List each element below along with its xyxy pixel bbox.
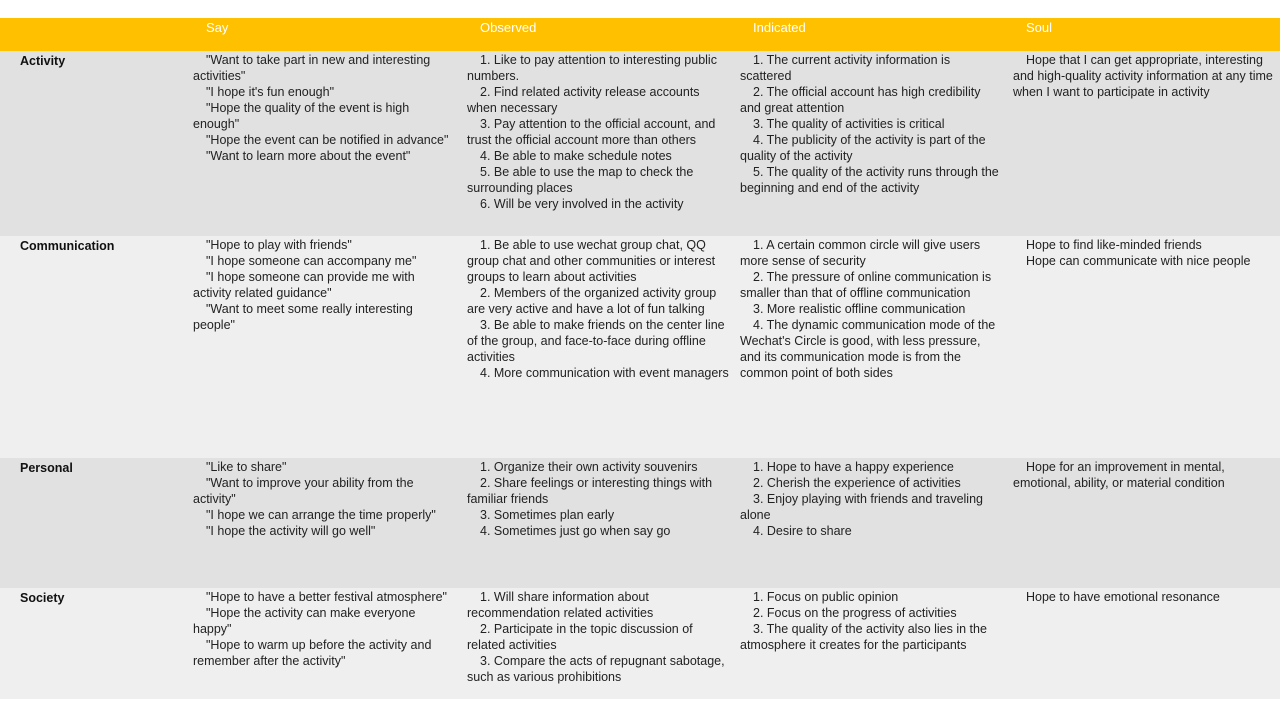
cell-indicated (740, 237, 1002, 381)
cell-line: 2. Participate in the topic discussion of related activities (467, 622, 693, 652)
cell-line: 2. Share feelings or interesting things with familiar friends (467, 476, 713, 506)
cell-line: "I hope someone can accompany me" (206, 254, 417, 268)
cell-say (193, 459, 455, 539)
cell-line: "Like to share" (206, 460, 287, 474)
cell-line: 1. The current activity information is scattered (740, 53, 951, 83)
cell-line: 4. The publicity of the activity is part of the quality of the activity (740, 133, 986, 163)
cell-line: 1. A certain common circle will give users more sense of security (740, 238, 981, 268)
cell-line: 1. Focus on public opinion (753, 590, 899, 604)
cell-line: "I hope we can arrange the time properly" (206, 508, 436, 522)
cell-soul (1013, 459, 1275, 491)
cell-line: "Hope the event can be notified in advance" (206, 133, 449, 147)
cell-indicated (740, 589, 1002, 653)
row-label: Communication (20, 239, 115, 253)
cell-line: "Want to meet some really interesting people" (193, 302, 413, 332)
cell-observed (467, 459, 729, 539)
cell-line: "Want to take part in new and interesting activities" (193, 53, 431, 83)
cell-indicated (740, 52, 1002, 196)
cell-soul (1013, 237, 1275, 269)
cell-observed (467, 237, 729, 381)
cell-line: "Hope the activity can make everyone happy" (193, 606, 416, 636)
cell-line: 1. Organize their own activity souvenirs (480, 460, 698, 474)
row-label: Society (20, 591, 65, 605)
cell-line: 3. Sometimes plan early (480, 508, 615, 522)
cell-soul (1013, 589, 1275, 605)
cell-line: 2. The official account has high credibility and great attention (740, 85, 981, 115)
cell-line: 1. Be able to use wechat group chat, QQ group chat and other communities or interest groups to learn about activities (467, 238, 716, 284)
persona-table (0, 18, 1280, 699)
cell-line: "I hope someone can provide me with activity related guidance" (193, 270, 415, 300)
cell-line: Hope for an improvement in mental, emotional, ability, or material condition (1013, 460, 1225, 490)
cell-line: 4. The dynamic communication mode of the Wechat's Circle is good, with less pressure, and its communication mode is from the common point of both sides (740, 318, 996, 380)
table-row-society (0, 588, 1280, 699)
cell-observed (467, 589, 729, 685)
cell-line: 5. Be able to use the map to check the surrounding places (467, 165, 694, 195)
cell-line: 1. Like to pay attention to interesting public numbers. (467, 53, 717, 83)
cell-say (193, 237, 455, 333)
cell-line: 3. Compare the acts of repugnant sabotage, such as various prohibitions (467, 654, 725, 684)
cell-line: 3. More realistic offline communication (753, 302, 966, 316)
header-indicated: Indicated (753, 20, 806, 35)
cell-line: 1. Hope to have a happy experience (753, 460, 954, 474)
cell-line: 4. Sometimes just go when say go (480, 524, 671, 538)
cell-line: Hope that I can get appropriate, interesting and high-quality activity information at any time when I want to participate in activity (1013, 53, 1273, 99)
cell-line: 2. Focus on the progress of activities (753, 606, 957, 620)
cell-line: 3. Enjoy playing with friends and traveling alone (740, 492, 983, 522)
cell-line: "I hope the activity will go well" (206, 524, 376, 538)
header-say: Say (206, 20, 229, 35)
cell-line: "Hope to warm up before the activity and remember after the activity" (193, 638, 432, 668)
cell-line: 1. Will share information about recommendation related activities (467, 590, 654, 620)
cell-line: "Want to learn more about the event" (206, 149, 411, 163)
cell-line: 4. More communication with event managers (480, 366, 729, 380)
header-soul: Soul (1026, 20, 1053, 35)
cell-line: 5. The quality of the activity runs through the beginning and end of the activity (740, 165, 999, 195)
cell-line: "Hope to have a better festival atmosphere" (206, 590, 447, 604)
table-row-activity (0, 51, 1280, 236)
table-header (0, 18, 1280, 51)
cell-soul (1013, 52, 1275, 100)
cell-observed (467, 52, 729, 212)
cell-line: 3. Pay attention to the official account, and trust the official account more than others (467, 117, 716, 147)
cell-line: Hope to have emotional resonance (1026, 590, 1220, 604)
header-observed: Observed (480, 20, 537, 35)
cell-line: 3. Be able to make friends on the center line of the group, and face-to-face during offline activities (467, 318, 725, 364)
cell-line: Hope to find like-minded friends (1026, 238, 1202, 252)
row-label: Activity (20, 54, 66, 68)
cell-line: 2. Find related activity release accounts when necessary (467, 85, 700, 115)
cell-line: 3. The quality of the activity also lies in the atmosphere it creates for the participants (740, 622, 987, 652)
cell-line: Hope can communicate with nice people (1026, 254, 1251, 268)
cell-line: 2. Members of the organized activity group are very active and have a lot of fun talking (467, 286, 717, 316)
cell-line: 3. The quality of activities is critical (753, 117, 945, 131)
cell-say (193, 589, 455, 669)
cell-line: "I hope it's fun enough" (206, 85, 335, 99)
table-row-communication (0, 236, 1280, 458)
cell-line: 6. Will be very involved in the activity (480, 197, 684, 211)
cell-line: 4. Be able to make schedule notes (480, 149, 672, 163)
cell-line: 4. Desire to share (753, 524, 852, 538)
row-label: Personal (20, 461, 73, 475)
table-row-personal (0, 458, 1280, 588)
cell-line: 2. Cherish the experience of activities (753, 476, 961, 490)
cell-line: "Want to improve your ability from the activity" (193, 476, 414, 506)
cell-say (193, 52, 455, 164)
cell-line: 2. The pressure of online communication is smaller than that of offline communication (740, 270, 992, 300)
cell-line: "Hope to play with friends" (206, 238, 352, 252)
cell-indicated (740, 459, 1002, 539)
cell-line: "Hope the quality of the event is high enough" (193, 101, 410, 131)
